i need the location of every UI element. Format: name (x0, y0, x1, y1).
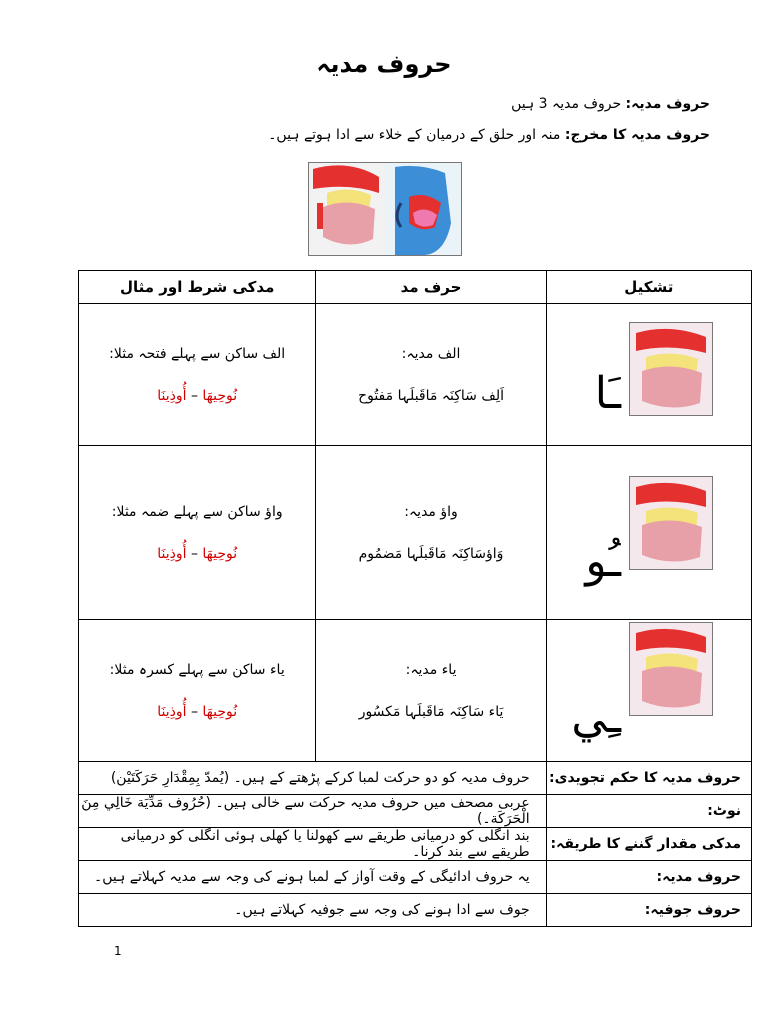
cond-cell-waw (79, 446, 316, 620)
kv-key: حروف مدیہ: (546, 861, 751, 894)
intro-line-1-label: حروف مدیہ: (625, 96, 710, 112)
kv-key: حروف جوفیہ: (546, 894, 751, 927)
intro-line-1-text: حروف مدیہ 3 ہیں (511, 96, 622, 112)
example-waw-a: نُوحِيهَا (202, 545, 238, 562)
cond-cell-ya (79, 620, 316, 762)
waw-glyph: ـُو (585, 536, 621, 587)
kv-key: نوٹ: (546, 795, 751, 828)
cond-text-waw: واؤ ساکن سے پہلے ضمہ مثلا: (111, 503, 283, 520)
harf-title-alif: الف مدیہ: (401, 345, 461, 362)
ya-mouth-image (629, 622, 713, 716)
page-number: 1 (114, 944, 122, 958)
shape-cell-waw (546, 446, 751, 620)
harf-title-ya: یاء مدیہ: (405, 661, 457, 678)
page-title: حروف مدیہ (316, 50, 452, 78)
kv-row-tajweed-rule (79, 762, 752, 795)
kv-key: مدکی مقدار گننے کا طریقہ: (546, 828, 751, 861)
example-alif (79, 388, 315, 404)
kv-value: جوف سے ادا ہونے کی وجہ سے جوفیہ کہلاتے ہیں۔ (79, 894, 547, 927)
harf-rule-alif: اَلِف سَاکِنَہ مَاقَبلَہا مَفتُوح (358, 387, 505, 404)
waw-mouth-image (629, 476, 713, 570)
table-row-alif (79, 304, 752, 446)
kv-value: عربی مصحف میں حروف مدیہ حرکت سے خالی ہیں۔ (حُرُوف مَدِّيَة خَالِي مِنَ الْحَرَكَة۔) (79, 795, 547, 828)
harf-cell-alif (316, 304, 546, 446)
kv-row-huruf-madd (79, 861, 752, 894)
header-harf-madd: حرف مد (316, 271, 546, 304)
header-tashkeel: تشکیل (546, 271, 751, 304)
table-row-waw (79, 446, 752, 620)
example-waw-b: أُوذِينَا (157, 545, 187, 562)
kv-row-note (79, 795, 752, 828)
alif-mouth-image (629, 322, 713, 416)
table-header-row (79, 271, 752, 304)
harf-rule-ya: یَاء سَاکِنَہ مَاقَبلَہا مَکسُور (358, 703, 504, 720)
alif-glyph: ـَا (594, 368, 621, 419)
example-ya-b: أُوذِينَا (157, 703, 187, 720)
kv-value: بند انگلی کو درمیانی طریقے سے کھولنا یا کھلی ہوئی انگلی کو درمیانی طریقے سے بند کرنا۔ (79, 828, 547, 861)
kv-row-counting-method (79, 828, 752, 861)
cond-text-ya: یاء ساکن سے پہلے کسرہ مثلا: (109, 661, 285, 678)
intro-line-2-label: حروف مدیہ کا مخرج: (564, 127, 710, 143)
example-waw (79, 546, 315, 562)
header-condition-example: مدکی شرط اور مثال (79, 271, 316, 304)
kv-value: حروف مدیہ کو دو حرکت لمبا کرکے پڑھتے کے ہیں۔ (يُمدّ بِمِقْدَارِ حَرَكَتَيْن) (79, 762, 547, 795)
example-alif-b: أُوذِينَا (157, 387, 187, 404)
harf-cell-ya (316, 620, 546, 762)
intro-line-1 (511, 96, 710, 112)
example-ya-a: نُوحِيهَا (202, 703, 238, 720)
mouth-illustration (308, 162, 462, 256)
example-sep: – (186, 545, 203, 562)
kv-row-huruf-jawfiya (79, 894, 752, 927)
table-row-ya (79, 620, 752, 762)
kv-key: حروف مدیہ کا حکم تجویدی: (546, 762, 751, 795)
example-ya (79, 704, 315, 720)
ya-glyph: ـِي (571, 692, 621, 743)
cond-text-alif: الف ساکن سے پہلے فتحہ مثلا: (109, 345, 286, 362)
face-profile-image (385, 163, 461, 255)
example-sep: – (186, 387, 203, 404)
intro-line-2-text: منہ اور حلق کے درمیان کے خلاء سے ادا ہوتے ہیں۔ (268, 127, 561, 143)
huruf-madd-table (78, 270, 752, 927)
intro-line-2 (268, 127, 710, 143)
cond-cell-alif (79, 304, 316, 446)
harf-cell-waw (316, 446, 546, 620)
shape-cell-ya (546, 620, 751, 762)
example-alif-a: نُوحِيهَا (202, 387, 238, 404)
harf-rule-waw: وَاؤسَاکِنَہ مَاقَبلَہا مَضمُوم (358, 545, 504, 562)
harf-title-waw: واؤ مدیہ: (404, 503, 458, 520)
mouth-cross-section-image (309, 163, 385, 255)
example-sep: – (186, 703, 203, 720)
shape-cell-alif (546, 304, 751, 446)
kv-value: یہ حروف ادائیگی کے وقت آواز کے لمبا ہونے کی وجہ سے مدیہ کہلاتے ہیں۔ (79, 861, 547, 894)
